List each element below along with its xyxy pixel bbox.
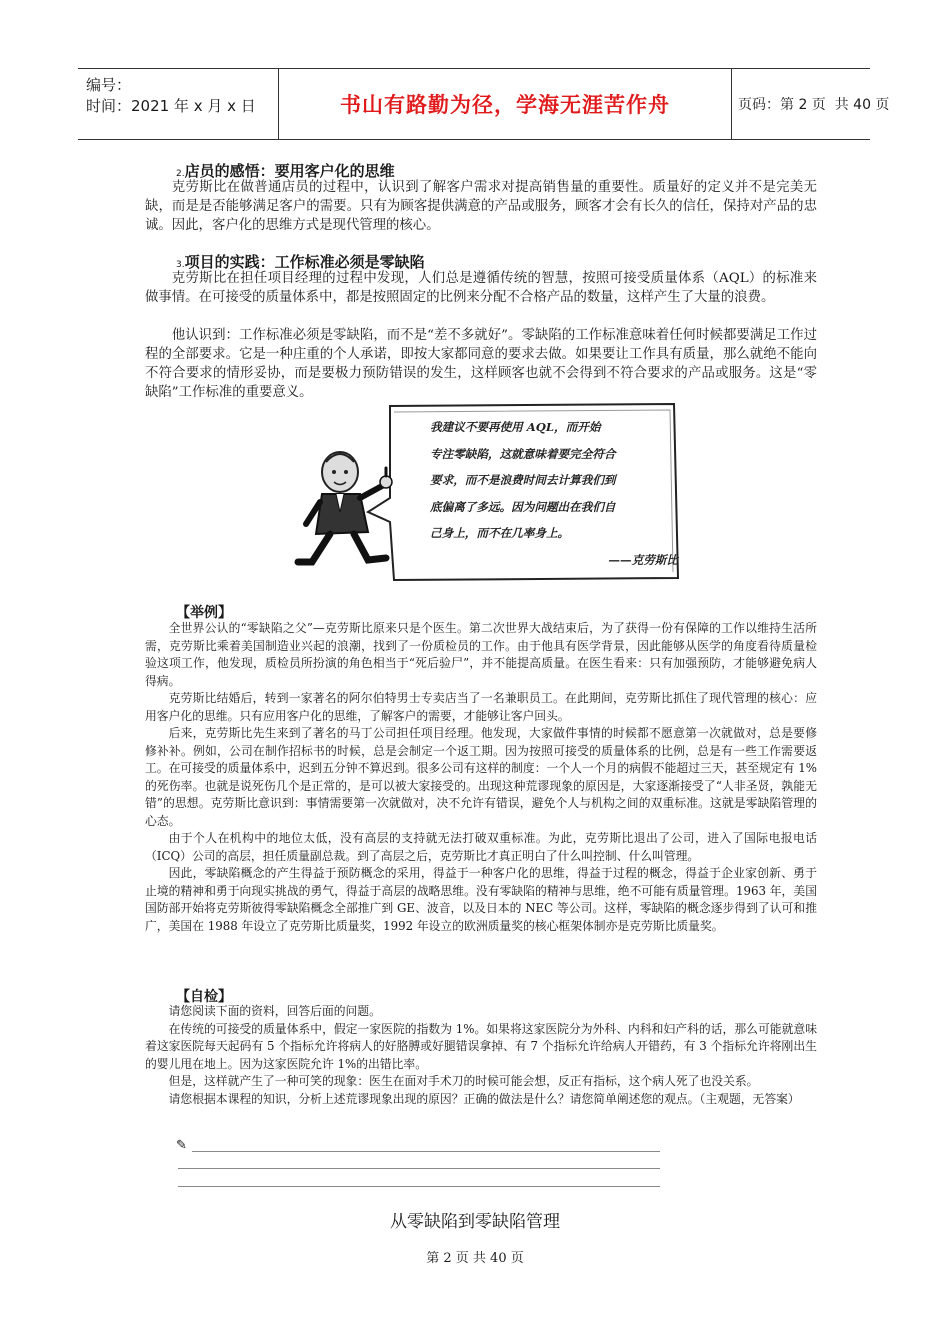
selfcheck-paragraph: 在传统的可接受的质量体系中，假定一家医院的指数为 1%。如果将这家医院分为外科、内科和妇产科的话，那么可能就意味着这家医院每天起码有 5 个指标允许将病人的好胳膊或好腿错误拿掉、有 7 个指标允许给病人开错药，有 3 个指标允许将刚出生的婴儿甩在地上。因为这家医院允许 1%的出错比率。 — [145, 1021, 817, 1071]
section3-paragraph-2: 他认识到：工作标准必须是零缺陷，而不是“差不多就好”。零缺陷的工作标准意味着任何时候都要满足工作过程的全部要求。它是一种庄重的个人承诺，即按大家都同意的要求去做。如果要让工作具有质量，那么就绝不能向不符合要求的情形妥协，而是要极力预防错误的发生，这样顾客也就不会得到不符合要求的产品或服务。这是“零缺陷”工作标准的重要意义。 — [145, 328, 817, 400]
answer-line[interactable] — [192, 1151, 660, 1152]
page-header — [78, 68, 890, 140]
selfcheck-paragraph: 请您根据本课程的知识，分析上述荒谬现象出现的原因？正确的做法是什么？请您简单阐述您的观点。（主观题，无答案） — [168, 1091, 800, 1106]
answer-line[interactable] — [178, 1186, 660, 1187]
footer-title: 从零缺陷到零缺陷管理 — [390, 1212, 560, 1232]
example-body — [145, 620, 817, 935]
example-paragraph: 由于个人在机构中的地位太低，没有高层的支持就无法打破双重标准。为此，克劳斯比退出了公司，进入了国际电报电话（ICQ）公司的高层，担任质量副总裁。到了高层之后，克劳斯比才真正明白了什么叫控制、什么叫管理。 — [145, 831, 817, 863]
selfcheck-paragraph: 请您阅读下面的资料，回答后面的问题。 — [168, 1004, 381, 1018]
selfcheck-tag: 【自检】 — [176, 989, 232, 1005]
header-slogan: 书山有路勤为径，学海无涯苦作舟 — [278, 69, 732, 139]
footer-page-number: 第 2 页 共 40 页 — [426, 1251, 524, 1266]
code-label: 编号： — [86, 76, 132, 94]
example-tag: 【举例】 — [176, 605, 232, 621]
example-paragraph: 全世界公认的“零缺陷之父”—克劳斯比原来只是个医生。第二次世界大战结束后，为了获得一份有保障的工作以维持生活所需，克劳斯比乘着美国制造业兴起的浪潮，找到了一份质检员的工作。由于他具有医学背景，因此能够从医学的角度看待质量检验这项工作，他发现，质检员所扮演的角色相当于“死后验尸”，并不能提高质量。在医生看来：只有加强预防，才能够避免病人得病。 — [145, 621, 817, 688]
date-label: 时间：2021 年 x 月 x 日 — [86, 97, 256, 115]
section2-heading: 2.店员的感悟：要用客户化的思维 — [176, 162, 395, 180]
example-paragraph: 克劳斯比结婚后，转到一家著名的阿尔伯特男士专卖店当了一名兼职员工。在此期间，克劳斯比抓住了现代管理的核心：应用客户化的思维。只有应用客户化的思维，了解客户的需要，才能够让客户回头。 — [145, 691, 817, 723]
selfcheck-body — [145, 1003, 817, 1108]
example-paragraph: 因此，零缺陷概念的产生得益于预防概念的采用，得益于一种客户化的思维，得益于过程的概念，得益于企业家创新、勇于止境的精神和勇于向现实挑战的勇气，得益于高层的战略思维。没有零缺陷的精神与思维，绝不可能有质量管理。1963 年，美国国防部开始将克劳斯彼得零缺陷概念全部推广到 GE、波音，以及日本的 NEC 等公司。这样，零缺陷的概念逐步得到了认可和推广，美国在 1988 年设立了克劳斯比质量奖，1992 年设立的欧洲质量奖的核心框架体制亦是克劳斯比质量奖。 — [145, 866, 817, 933]
header-meta — [86, 75, 256, 117]
crosby-illustration — [290, 402, 680, 582]
example-paragraph: 后来，克劳斯比先生来到了著名的马丁公司担任项目经理。他发现，大家做件事情的时候都不愿意第一次就做对，总是要修修补补。例如，公司在制作招标书的时候，总是会制定一个返工期。因为按照可接受的质量体系的比例，总是有一些工作需要返工。在可接受的质量体系中，迟到五分钟不算迟到。很多公司有这样的制度：一个人一个月的病假不能超过三天，甚至规定有 1%的死伤率。也就是说死伤几个是正常的，是可以被大家接受的。出现这种荒谬现象的原因是，大家逐渐接受了“人非圣贤，孰能无错”的思想。克劳斯比意识到：事情需要第一次就做对，决不允许有错误，避免个人与机构之间的双重标准。这就是零缺陷管理的心态。 — [145, 726, 817, 828]
quote-text: 我建议不要再使用 AQL，而开始 专注零缺陷，这就意味着要完全符合 要求，而不是浪费时间去计算我们到 底偏离了多远。因为问题出在我们自 己身上，而不在几率身上。 ——克劳斯比 — [430, 414, 678, 573]
answer-line[interactable] — [178, 1168, 660, 1169]
section3-heading: 3.项目的实践：工作标准必须是零缺陷 — [176, 253, 425, 271]
quote-signature: ——克劳斯比 — [608, 552, 678, 567]
header-page-info: 页码：第 2 页 共 40 页 — [738, 97, 890, 113]
pen-icon: ✎ — [176, 1138, 187, 1153]
selfcheck-paragraph: 但是，这样就产生了一种可笑的现象：医生在面对手术刀的时候可能会想，反正有指标，这个病人死了也没关系。 — [168, 1074, 759, 1088]
section2-paragraph: 克劳斯比在做普通店员的过程中，认识到了解客户需求对提高销售量的重要性。质量好的定义并不是完美无缺，而是是否能够满足客户的需要。只有为顾客提供满意的产品或服务，顾客才会有长久的信任，保持对产品的忠诚。因此，客户化的思维方式是现代管理的核心。 — [145, 180, 817, 233]
section3-paragraph-1: 克劳斯比在担任项目经理的过程中发现，人们总是遵循传统的智慧，按照可接受质量体系（AQL）的标准来做事情。在可接受的质量体系中，都是按照固定的比例来分配不合格产品的数量，这样产生了大量的浪费。 — [145, 271, 817, 305]
